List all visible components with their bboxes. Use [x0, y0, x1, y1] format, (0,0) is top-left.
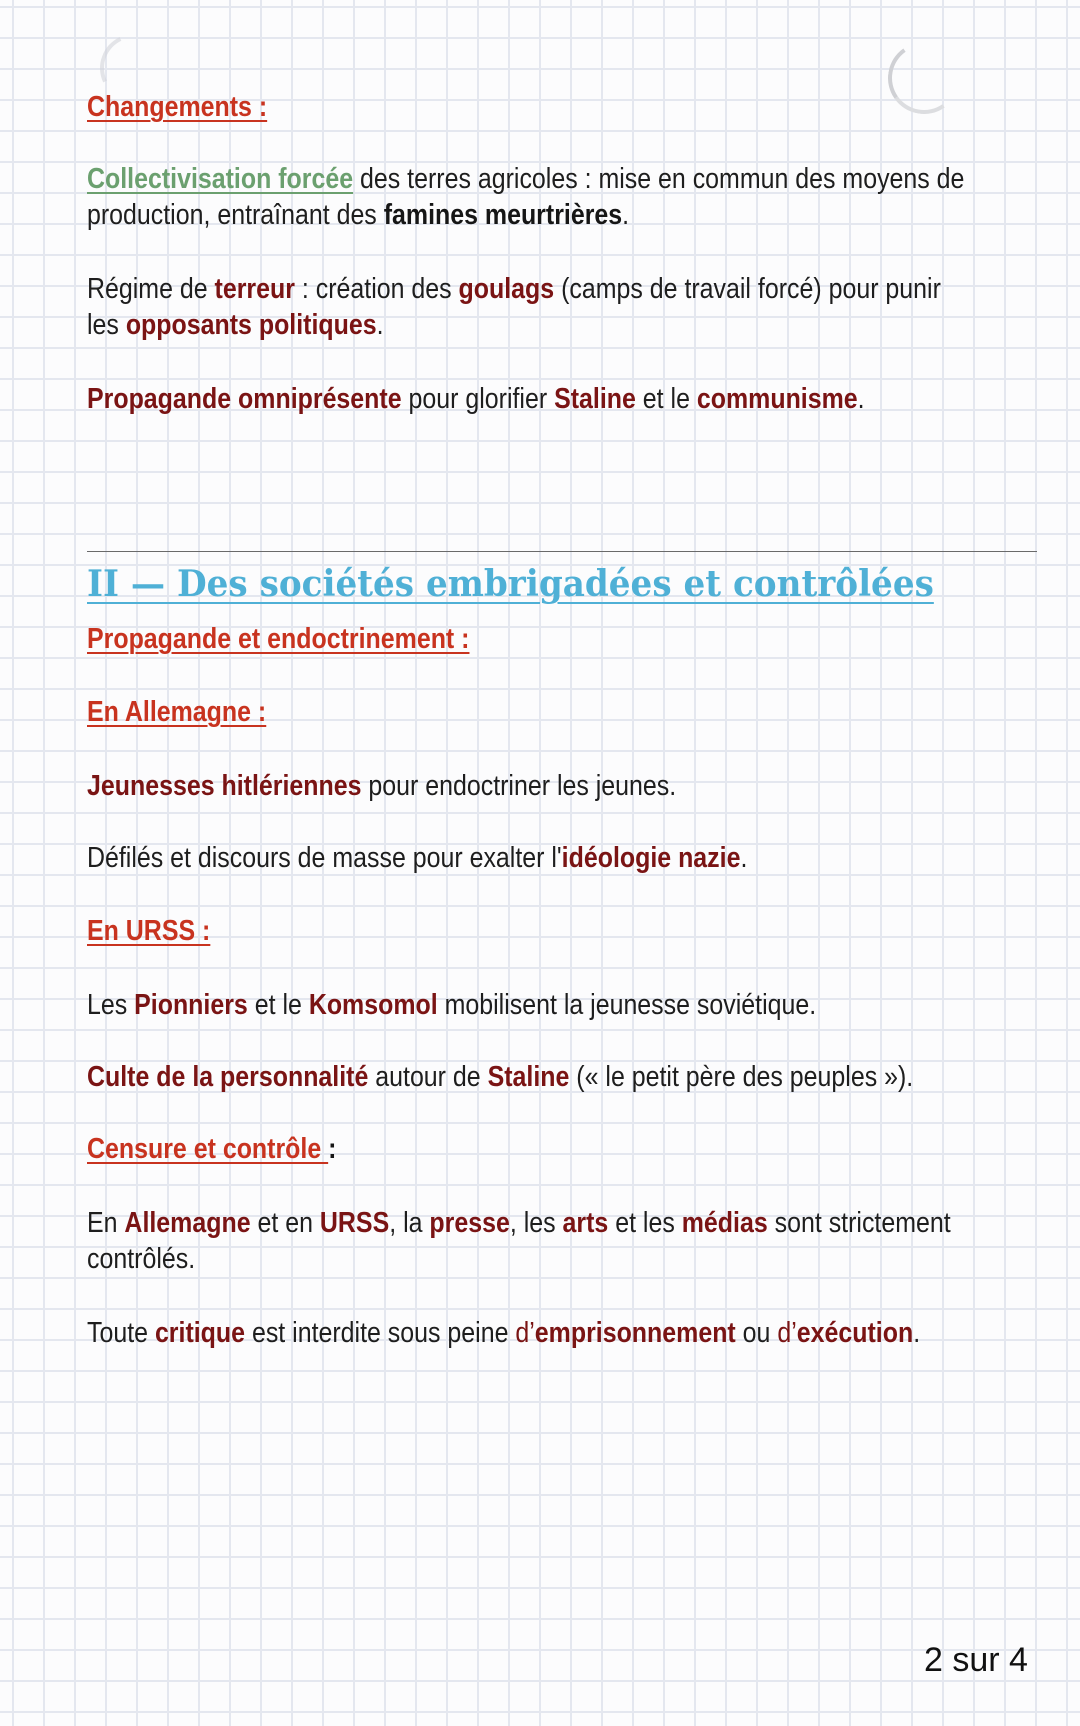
execution-term: exécution — [796, 1317, 914, 1349]
text-span: sont strictement — [767, 1207, 951, 1239]
text-span: d’ — [515, 1317, 535, 1349]
text-span: . — [857, 383, 865, 415]
page-number: 2 sur 4 — [924, 1641, 1028, 1679]
text-span: production, entraînant des — [87, 199, 384, 231]
text-span: Régime de — [87, 273, 215, 305]
censure-heading: Censure et contrôle — [87, 1133, 329, 1165]
section-title: II — Des sociétés embrigadées et contrôlées — [87, 563, 934, 605]
propagande-term: Propagande omniprésente — [87, 383, 402, 415]
staline-term: Staline — [554, 383, 636, 415]
text-span: est interdite sous peine — [245, 1317, 516, 1349]
critique-term: critique — [154, 1317, 246, 1349]
text-span: et le — [247, 989, 309, 1021]
text-span: autour de — [368, 1061, 488, 1093]
text-span: (camps de travail forcé) pour punir — [554, 273, 941, 305]
komsomol-term: Komsomol — [308, 989, 438, 1021]
urss-term: URSS — [319, 1207, 390, 1239]
medias-term: médias — [681, 1207, 768, 1239]
paragraph-defiles — [87, 840, 747, 876]
text-span: Défilés et discours de masse pour exalter l' — [87, 842, 562, 874]
text-span: et le — [635, 383, 697, 415]
section-divider — [87, 551, 1037, 552]
communisme-term: communisme — [696, 383, 858, 415]
text-span: pour endoctriner les jeunes. — [361, 770, 677, 802]
allemagne-term: Allemagne — [124, 1207, 251, 1239]
paragraph-critique — [87, 1315, 920, 1351]
paragraph-culte — [87, 1059, 913, 1095]
text-span: d’ — [777, 1317, 797, 1349]
opposants-term: opposants politiques — [125, 309, 377, 341]
text-span: et en — [250, 1207, 320, 1239]
paragraph-collectivisation-line1 — [87, 161, 964, 197]
staline-term: Staline — [487, 1061, 570, 1093]
paragraph-jeunesses — [87, 768, 676, 804]
text-span: : création des — [294, 273, 459, 305]
text-span: les — [87, 309, 126, 341]
text-span: pour glorifier — [401, 383, 555, 415]
terreur-term: terreur — [214, 273, 295, 305]
text-span: Toute — [87, 1317, 155, 1349]
paragraph-collectivisation-line2 — [87, 197, 629, 233]
text-span: Les — [87, 989, 135, 1021]
paragraph-terreur-line2 — [87, 307, 384, 343]
paragraph-pionniers — [87, 987, 816, 1023]
text-span: En — [87, 1207, 125, 1239]
changements-heading: Changements : — [87, 91, 268, 123]
allemagne-heading: En Allemagne : — [87, 696, 267, 728]
heading-colon: : — [328, 1133, 337, 1165]
culte-term: Culte de la personnalité — [87, 1061, 369, 1093]
famines-term: famines meurtrières — [383, 199, 623, 231]
text-span: et les — [608, 1207, 682, 1239]
text-span: . — [740, 842, 748, 874]
arts-term: arts — [562, 1207, 609, 1239]
text-span: . — [376, 309, 384, 341]
binder-ring-shadow — [882, 36, 965, 119]
text-span: ou — [735, 1317, 778, 1349]
text-span: , les — [509, 1207, 563, 1239]
ideologie-term: idéologie nazie — [561, 842, 741, 874]
text-span: , la — [389, 1207, 430, 1239]
text-span: . — [622, 199, 630, 231]
pionniers-term: Pionniers — [134, 989, 248, 1021]
censure-heading-line — [87, 1131, 336, 1167]
text-span: (« le petit père des peuples »). — [569, 1061, 914, 1093]
text-span: des terres agricoles : mise en commun des moyens de — [353, 163, 965, 195]
paragraph-terreur-line1 — [87, 271, 941, 307]
paragraph-propagande — [87, 381, 865, 417]
paragraph-censure-line1 — [87, 1205, 951, 1241]
goulags-term: goulags — [458, 273, 555, 305]
presse-term: presse — [429, 1207, 510, 1239]
emprisonnement-term: emprisonnement — [534, 1317, 736, 1349]
urss-heading: En URSS : — [87, 915, 211, 947]
text-span: contrôlés. — [87, 1243, 196, 1275]
jeunesses-term: Jeunesses hitlériennes — [87, 770, 362, 802]
text-span: mobilisent la jeunesse soviétique. — [437, 989, 817, 1021]
paragraph-censure-line2 — [87, 1241, 195, 1277]
propagande-heading: Propagande et endoctrinement : — [87, 623, 470, 655]
text-span: . — [913, 1317, 921, 1349]
collectivisation-term: Collectivisation forcée — [87, 163, 354, 195]
